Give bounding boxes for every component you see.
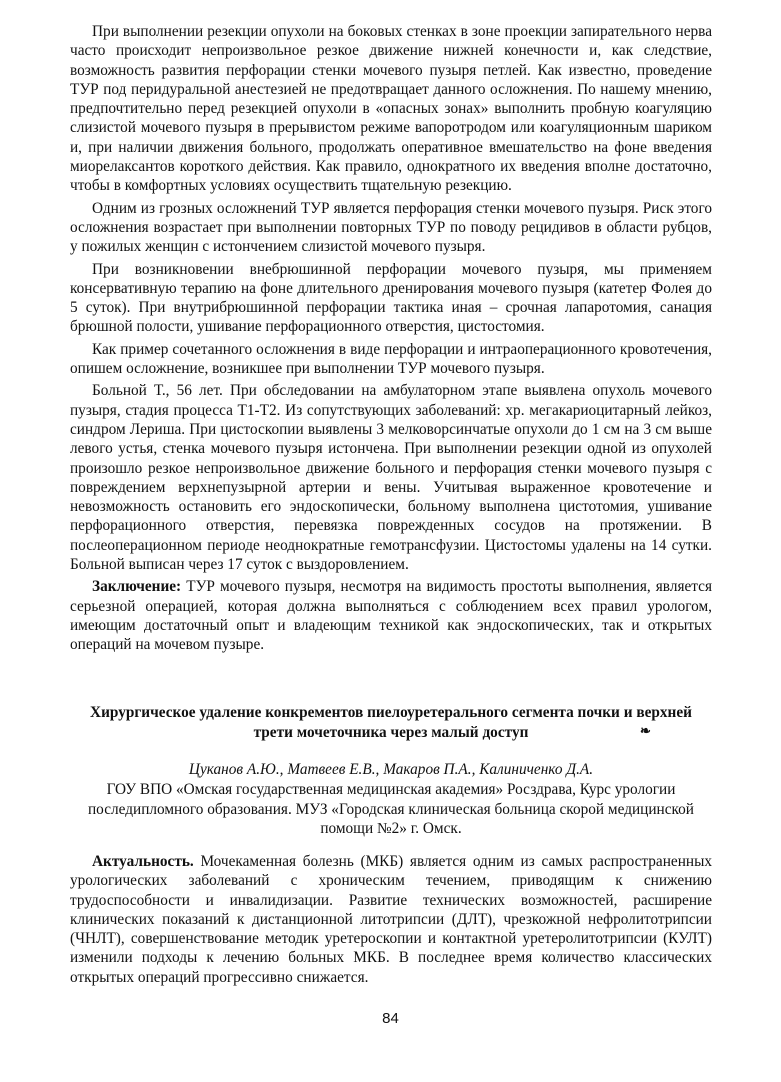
paragraph-obturator-nerve: При выполнении резекции опухоли на боковых стенках в зоне проекции запирательного нерва часто происходит непроизвольное резкое движение нижней конечности и, как следствие, возможность развития перфорации стенки мочевого пузыря петлей. Как известно, проведение ТУР под перидуральной анестезией не предотвращает данного осложнения. По нашему мнению, предпочтительно перед резекцией опухоли в «опасных зонах» выполнить пробную коагуляцию слизистой мочевого пузыря в прерывистом режиме вапоротродом или коагуляционным шариком и, при наличии движения больного, продолжать оперативное вмешательство на фоне введения миорелаксантов короткого действия. Как правило, однократного их введения вполне достаточно, чтобы в комфортных условиях осуществить тщательную резекцию. xyxy=(70,23,712,195)
paragraph-case-report: Больной Т., 56 лет. При обследовании на амбулаторном этапе выявлена опухоль мочевого пузыря, стадия процесса Т1-Т2. Из сопутствующих заболеваний: хр. мегакариоцитарный лейкоз, синдром Лериша. При цистоскопии выявлены 3 мелковорсинчатые опухоли до 1 см на 3 см выше левого устья, стенка мочевого пузыря истончена. При выполнении резекции одной из опухолей произошло резкое непроизвольное движение больного и перфорация стенки мочевого пузыря с повреждением верхнепузырной артерии и вены. Учитывая выраженное кровотечение и невозможность остановить его эндоскопически, больному выполнена цистотомия, ушивание перфорационного отверстия, перевязка поврежденных сосудов на протяжении. В послеоперационном периоде неоднократные гемотрансфузии. Цистостомы удалены на 14 сутки. Больной выписан через 17 суток с выздоровлением. xyxy=(70,382,712,574)
abstract-text: Мочекаменная болезнь (МКБ) является одним из самых распространенных урологических заболеваний с хроническим течением, приводящим к снижению трудоспособности и инвалидизации. Развитие технических возможностей, расширение клинических показаний к дистанционной литотрипсии (ДЛТ), чрезкожной нефролитотрипсии (ЧНЛТ), совершенствование методик уретероскопии и контактной уретеролитотрипсии (КУЛТ) изменили подходы к лечению больных МКБ. В последнее время количество классических открытых операций прогрессивно снижается. xyxy=(70,853,712,986)
paragraph-perforation-treatment: При возникновении внебрюшинной перфорации мочевого пузыря, мы применяем консервативную терапию на фоне длительного дренирования мочевого пузыря (катетер Фолея до 5 суток). При внутрибрюшинной перфорации тактика иная – срочная лапаротомия, санация брюшной полости, ушивание перфорационного отверстия, цистостомия. xyxy=(70,260,712,336)
title-mark: ❧ xyxy=(640,723,651,738)
article-body xyxy=(70,22,712,658)
paragraph-perforation-risk: Одним из грозных осложнений ТУР является перфорация стенки мочевого пузыря. Риск этого осложнения возрастает при выполнении повторных ТУР по поводу рецидивов в области рубцов, у пожилых женщин с истончением слизистой мочевого пузыря. xyxy=(70,199,712,256)
article-abstract xyxy=(70,852,712,987)
abstract-label: Актуальность. xyxy=(92,853,194,870)
conclusion-label: Заключение: xyxy=(92,578,182,596)
article-affiliation: ГОУ ВПО «Омская государственная медицинская академия» Росздрава, Курс урологии последипломного образования. МУЗ «Городская клиническая больница скорой медицинской помощи №2» г. Омск. xyxy=(88,781,694,837)
page-number: 84 xyxy=(382,1010,399,1027)
article-authors: Цуканов А.Ю., Матвеев Е.В., Макаров П.А., Калиниченко Д.А. xyxy=(188,761,594,778)
abstract-paragraph xyxy=(70,852,712,987)
article-title: Хирургическое удаление конкрементов пиелоуретерального сегмента почки и верхней трети мочеточника через малый доступ xyxy=(90,704,692,741)
paragraph-conclusion xyxy=(70,577,712,654)
paragraph-combined-complication: Как пример сочетанного осложнения в виде перфорации и интраоперационного кровотечения, опишем осложнение, возникшее при выполнении ТУР мочевого пузыря. xyxy=(70,340,712,378)
conclusion-text: ТУР мочевого пузыря, несмотря на видимость простоты выполнения, является серьезной операцией, которая должна выполняться с соблюдением всех правил урологом, имеющим достаточный опыт и владеющим техникой как эндоскопических, так и открытых операций на мочевом пузыре. xyxy=(70,578,712,654)
